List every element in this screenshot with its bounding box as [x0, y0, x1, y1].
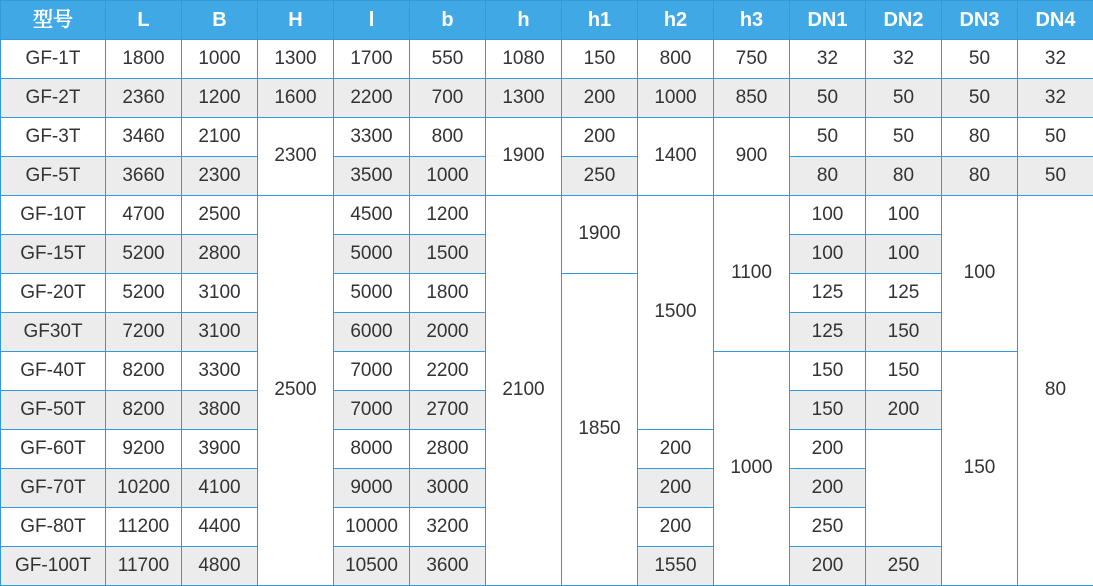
column-header-h3: h3 — [714, 1, 790, 40]
cell-value: 32 — [1018, 40, 1093, 79]
cell-value: 125 — [866, 274, 942, 313]
cell-value: 50 — [942, 40, 1018, 79]
cell-value: 5000 — [334, 235, 410, 274]
cell-value: 3600 — [410, 547, 486, 586]
cell-value: 32 — [866, 40, 942, 79]
cell-value: 3460 — [106, 118, 182, 157]
cell-value: 1500 — [410, 235, 486, 274]
header-row — [1, 1, 1093, 40]
cell-value: 200 — [790, 469, 866, 508]
cell-value: 150 — [790, 391, 866, 430]
cell-value: 4400 — [182, 508, 258, 547]
cell-value: 32 — [790, 40, 866, 79]
cell-value: 1550 — [638, 547, 714, 586]
table-row — [1, 40, 1093, 79]
cell-value: 1300 — [258, 40, 334, 79]
cell-value: 2700 — [410, 391, 486, 430]
cell-value: 800 — [410, 118, 486, 157]
cell-value: 7200 — [106, 313, 182, 352]
cell-value: 3200 — [410, 508, 486, 547]
cell-value: 150 — [866, 352, 942, 391]
cell-value: 200 — [638, 430, 714, 469]
cell-value: 50 — [1018, 118, 1093, 157]
cell-value: 80 — [942, 157, 1018, 196]
cell-value: 550 — [410, 40, 486, 79]
cell-value: 50 — [790, 118, 866, 157]
cell-value: 900 — [714, 118, 790, 196]
cell-value: 1100 — [714, 196, 790, 352]
cell-value: 1300 — [486, 79, 562, 118]
table-row — [1, 196, 1093, 235]
cell-value: 1800 — [410, 274, 486, 313]
cell-value: 11700 — [106, 547, 182, 586]
cell-value: 3000 — [410, 469, 486, 508]
column-header-l: l — [334, 1, 410, 40]
cell-value: 3660 — [106, 157, 182, 196]
cell-value: 1000 — [714, 352, 790, 586]
column-header-L: L — [106, 1, 182, 40]
cell-value: 1850 — [562, 274, 638, 586]
cell-value: 800 — [638, 40, 714, 79]
cell-value: 750 — [714, 40, 790, 79]
cell-value: 2360 — [106, 79, 182, 118]
cell-value: 200 — [866, 391, 942, 430]
cell-value: 50 — [866, 79, 942, 118]
cell-value: 10500 — [334, 547, 410, 586]
cell-value: 1000 — [410, 157, 486, 196]
cell-value: 80 — [1018, 196, 1093, 586]
table-row — [1, 79, 1093, 118]
cell-value: 1000 — [638, 79, 714, 118]
cell-value: 5000 — [334, 274, 410, 313]
cell-value: 7000 — [334, 352, 410, 391]
cell-value: 50 — [1018, 157, 1093, 196]
cell-value: 9200 — [106, 430, 182, 469]
cell-value: 50 — [942, 79, 1018, 118]
cell-value: 100 — [942, 196, 1018, 352]
cell-value: 125 — [790, 313, 866, 352]
cell-value: 100 — [790, 235, 866, 274]
cell-value: 250 — [562, 157, 638, 196]
cell-model: GF-3T — [1, 118, 106, 157]
cell-value: 125 — [790, 274, 866, 313]
cell-value: 200 — [790, 430, 866, 469]
cell-value: 2300 — [258, 118, 334, 196]
cell-value: 50 — [790, 79, 866, 118]
cell-value: 3300 — [334, 118, 410, 157]
cell-value: 4700 — [106, 196, 182, 235]
cell-value: 1000 — [182, 40, 258, 79]
column-header-H: H — [258, 1, 334, 40]
cell-value: 250 — [790, 508, 866, 547]
cell-value: 100 — [790, 196, 866, 235]
cell-model: GF-40T — [1, 352, 106, 391]
cell-model: GF-2T — [1, 79, 106, 118]
cell-value: 8200 — [106, 391, 182, 430]
cell-value: 7000 — [334, 391, 410, 430]
cell-value: 8200 — [106, 352, 182, 391]
column-header-h: h — [486, 1, 562, 40]
cell-value: 5200 — [106, 274, 182, 313]
cell-value: 1900 — [562, 196, 638, 274]
cell-value: 32 — [1018, 79, 1093, 118]
cell-value: 2800 — [410, 430, 486, 469]
table-header — [1, 1, 1093, 40]
cell-value: 6000 — [334, 313, 410, 352]
cell-value: 1080 — [486, 40, 562, 79]
cell-value: 200 — [562, 118, 638, 157]
cell-value: 200 — [562, 79, 638, 118]
column-header-DN4: DN4 — [1018, 1, 1093, 40]
cell-value: 3800 — [182, 391, 258, 430]
cell-value: 1800 — [106, 40, 182, 79]
cell-value: 11200 — [106, 508, 182, 547]
cell-value: 3100 — [182, 274, 258, 313]
cell-value: 2300 — [182, 157, 258, 196]
column-header-h2: h2 — [638, 1, 714, 40]
cell-value: 150 — [562, 40, 638, 79]
cell-value: 150 — [866, 313, 942, 352]
cell-value: 3300 — [182, 352, 258, 391]
cell-model: GF-100T — [1, 547, 106, 586]
cell-value: 3500 — [334, 157, 410, 196]
cell-value: 2100 — [486, 196, 562, 586]
cell-value: 2200 — [334, 79, 410, 118]
cell-value: 2100 — [182, 118, 258, 157]
cell-value: 250 — [866, 547, 942, 586]
cell-value: 1900 — [486, 118, 562, 196]
cell-value: 4500 — [334, 196, 410, 235]
column-header-DN2: DN2 — [866, 1, 942, 40]
cell-value: 1400 — [638, 118, 714, 196]
cell-model: GF-20T — [1, 274, 106, 313]
cell-value: 5200 — [106, 235, 182, 274]
column-header-model: 型号 — [1, 1, 106, 40]
cell-value: 80 — [790, 157, 866, 196]
cell-model: GF-15T — [1, 235, 106, 274]
column-header-b: b — [410, 1, 486, 40]
cell-model: GF-50T — [1, 391, 106, 430]
cell-value: 3100 — [182, 313, 258, 352]
cell-model: GF-60T — [1, 430, 106, 469]
cell-value: 1700 — [334, 40, 410, 79]
table-body — [1, 40, 1093, 586]
cell-value: 2500 — [258, 196, 334, 586]
cell-value: 50 — [866, 118, 942, 157]
cell-value: 700 — [410, 79, 486, 118]
cell-value: 10200 — [106, 469, 182, 508]
cell-value: 4800 — [182, 547, 258, 586]
cell-value: 1600 — [258, 79, 334, 118]
cell-model: GF30T — [1, 313, 106, 352]
cell-value: 100 — [866, 235, 942, 274]
cell-value: 200 — [790, 547, 866, 586]
cell-value: 150 — [942, 352, 1018, 586]
cell-value: 80 — [866, 157, 942, 196]
column-header-B: B — [182, 1, 258, 40]
table-row — [1, 118, 1093, 157]
cell-value: 850 — [714, 79, 790, 118]
cell-value: 3900 — [182, 430, 258, 469]
cell-value: 4100 — [182, 469, 258, 508]
column-header-DN1: DN1 — [790, 1, 866, 40]
cell-value: 200 — [638, 508, 714, 547]
cell-value: 150 — [790, 352, 866, 391]
cell-value: 100 — [866, 196, 942, 235]
cell-value: 2800 — [182, 235, 258, 274]
cell-value: 1200 — [410, 196, 486, 235]
column-header-h1: h1 — [562, 1, 638, 40]
cell-model: GF-70T — [1, 469, 106, 508]
cell-model: GF-10T — [1, 196, 106, 235]
cell-value: 1500 — [638, 196, 714, 430]
cell-model: GF-5T — [1, 157, 106, 196]
cell-value: 9000 — [334, 469, 410, 508]
cell-value: 2000 — [410, 313, 486, 352]
column-header-DN3: DN3 — [942, 1, 1018, 40]
cell-value: 2200 — [410, 352, 486, 391]
cell-value: 80 — [942, 118, 1018, 157]
cell-model: GF-1T — [1, 40, 106, 79]
cell-value: 1200 — [182, 79, 258, 118]
cell-value: 200 — [638, 469, 714, 508]
cell-model: GF-80T — [1, 508, 106, 547]
cell-value: 10000 — [334, 508, 410, 547]
cell-value: 2500 — [182, 196, 258, 235]
cell-value: 8000 — [334, 430, 410, 469]
